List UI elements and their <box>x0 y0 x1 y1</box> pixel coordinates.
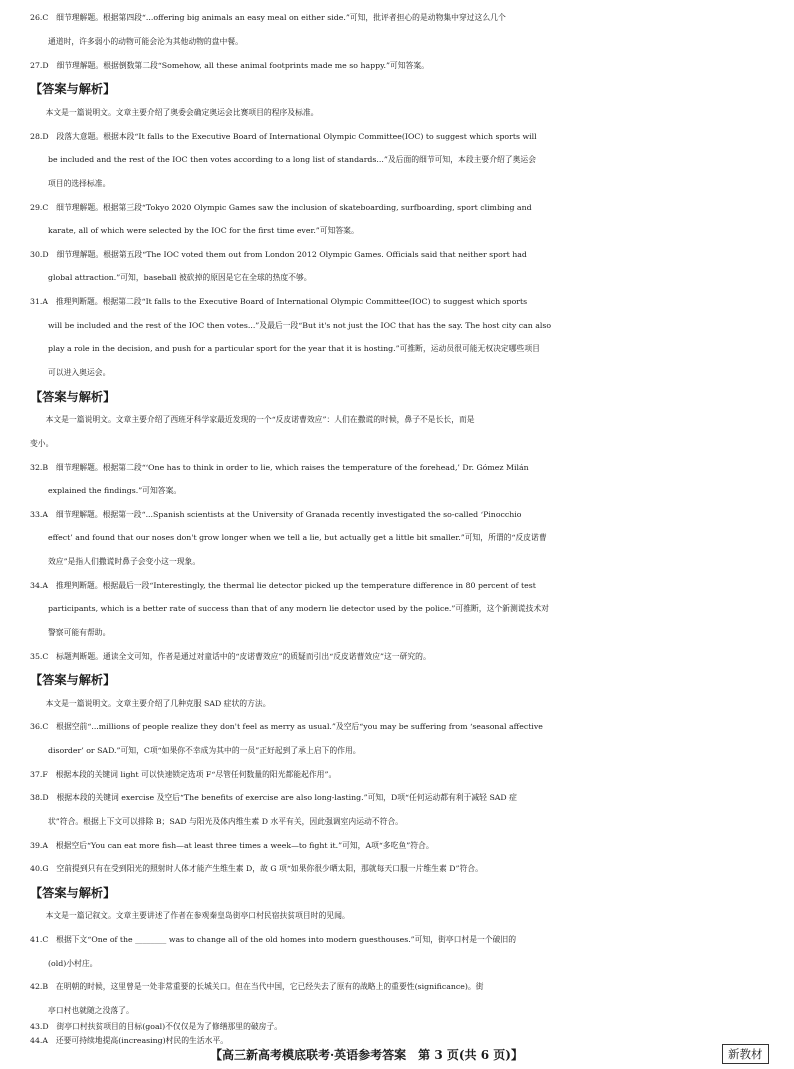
section-heading: 【答案与解析】 <box>30 673 116 687</box>
text-line: 本文是一篇说明文。文章主要介绍了几种克服 SAD 症状的方法。 <box>30 699 271 708</box>
text-line: 本文是一篇说明文。文章主要介绍了西班牙科学家最近发现的一个“反皮诺曹效应”：人们在撒谎的时候，鼻子不是长长，而是 <box>30 415 475 424</box>
text-line: global attraction.”可知，baseball 被砍掉的原因是它在全球的热度不够。 <box>48 273 312 282</box>
text-line: 30.D 细节理解题。根据第五段“The IOC voted them out from London 2012 Olympic Games. Officials said that neither sport had <box>30 250 527 259</box>
text-line: explained the findings.”可知答案。 <box>48 486 182 495</box>
text-line: 警察可能有帮助。 <box>48 628 111 637</box>
footer-title: 【高三新高考模底联考·英语参考答案 第 3 页(共 6 页)】 <box>210 1048 523 1062</box>
text-line: 可以进入奥运会。 <box>48 368 111 377</box>
text-line: 29.C 细节理解题。根据第三段“Tokyo 2020 Olympic Games saw the inclusion of skateboarding, surfboarding, sport climbing and <box>30 203 532 212</box>
text-line: 34.A 推理判断题。根据最后一段“Interestingly, the thermal lie detector picked up the temperature difference in 80 percent of test <box>30 581 536 590</box>
text-line: 28.D 段落大意题。根据本段“It falls to the Executive Board of International Olympic Committee(IOC) to suggest which sports will <box>30 132 537 141</box>
text-line: 本文是一篇说明文。文章主要介绍了奥委会确定奥运会比赛项目的程序及标准。 <box>30 108 319 117</box>
text-line: 本文是一篇记叙文。文章主要讲述了作者在参观秦皇岛街亭口村民宿扶贫项目时的见闻。 <box>30 911 350 920</box>
text-line: 亭口村也就随之没落了。 <box>48 1006 134 1015</box>
text-line: 33.A 细节理解题。根据第一段“...Spanish scientists at the University of Granada recently investigated the so-called ‘Pinocchio <box>30 510 522 519</box>
text-line: will be included and the rest of the IOC then votes...”及最后一段“But it's not just the IOC that has the say. The host city can also <box>48 321 552 330</box>
text-line: 31.A 推理判断题。根据第二段“It falls to the Executive Board of International Olympic Committee(IOC) to suggest which sports <box>30 297 528 306</box>
text-line: play a role in the decision, and push for a particular sport for the year that it is hosting.”可推断，运动员很可能无权决定哪些项目 <box>48 344 540 353</box>
text-line: 36.C 根据空前“...millions of people realize they don't feel as merry as usual.”及空后“you may be suffering from ‘seasonal affective <box>30 722 543 731</box>
text-line: 43.D 街亭口村扶贫项目的目标(goal)不仅仅是为了修缮那里的破房子。 <box>30 1022 283 1031</box>
text-line: 41.C 根据下文“One of the ________ was to change all of the old homes into modern guesthouses.”可知，街亭口村是一个破旧的 <box>30 935 517 944</box>
section-heading: 【答案与解析】 <box>30 886 116 900</box>
text-line: 变小。 <box>30 439 54 448</box>
text-line: 42.B 在明朝的时候，这里曾是一处非常重要的长城关口。但在当代中国，它已经失去了原有的战略上的重要性(significance)。街 <box>30 982 484 991</box>
text-line: 项目的选择标准。 <box>48 179 111 188</box>
text-line: disorder’ or SAD.”可知，C项“如果你不幸成为其中的一员”正好起到了承上启下的作用。 <box>48 746 361 755</box>
text-line: 38.D 根据本段的关键词 exercise 及空后“The benefits of exercise are also long-lasting.”可知，D项“任何运动都有利于减轻 SAD 症 <box>30 793 517 802</box>
text-line: 40.G 空前提到只有在受到阳光的照射时人体才能产生维生素 D，故 G 项“如果你很少晒太阳，那就每天口服一片维生素 D”符合。 <box>30 864 483 873</box>
text-line: 37.F 根据本段的关键词 light 可以快速锁定选项 F“尽管任何数量的阳光都能起作用”。 <box>30 770 337 779</box>
text-line: 35.C 标题判断题。通读全文可知，作者是通过对童话中的“皮诺曹效应”的质疑而引出“反皮诺曹效应”这一研究的。 <box>30 652 431 661</box>
page-footer <box>0 1046 794 1066</box>
section-heading: 【答案与解析】 <box>30 82 116 96</box>
text-line: 状”符合。根据上下文可以排除 B；SAD 与阳光及体内维生素 D 水平有关，因此强调室内运动不符合。 <box>48 817 403 826</box>
text-line: 26.C 细节理解题。根据第四段“...offering big animals an easy meal on either side.”可知，批评者担心的是动物集中穿过这么几个 <box>30 13 506 22</box>
text-line: 通道时，许多弱小的动物可能会沦为其他动物的盘中餐。 <box>48 37 243 46</box>
text-line: 44.A 还要可持续地提高(increasing)村民的生活水平。 <box>30 1036 229 1045</box>
edition-badge: 新教材 <box>722 1044 769 1064</box>
text-line: 39.A 根据空后“You can eat more fish—at least three times a week—to fight it.”可知，A项“多吃鱼”符合。 <box>30 841 434 850</box>
text-line: participants, which is a better rate of success than that of any modern lie detector used by the police.”可推断，这个新测谎技术对 <box>48 604 549 613</box>
text-line: 32.B 细节理解题。根据第二段“‘One has to think in order to lie, which raises the temperature of the forehead,’ Dr. Gómez Milán <box>30 463 529 472</box>
text-line: karate, all of which were selected by the IOC for the first time ever.”可知答案。 <box>48 226 359 235</box>
text-line: (old)小村庄。 <box>48 959 98 968</box>
section-heading: 【答案与解析】 <box>30 390 116 404</box>
text-line: 效应”是指人们撒谎时鼻子会变小这一现象。 <box>48 557 201 566</box>
text-line: effect’ and found that our noses don't grow longer when we tell a lie, but actually get a little bit smaller.”可知，所谓的“反皮诺曹 <box>48 533 547 542</box>
text-line: be included and the rest of the IOC then votes according to a long list of standards...”及后面的细节可知，本段主要介绍了奥运会 <box>48 155 536 164</box>
text-line: 27.D 细节理解题。根据倒数第二段“Somehow, all these animal footprints made me so happy.”可知答案。 <box>30 61 429 70</box>
